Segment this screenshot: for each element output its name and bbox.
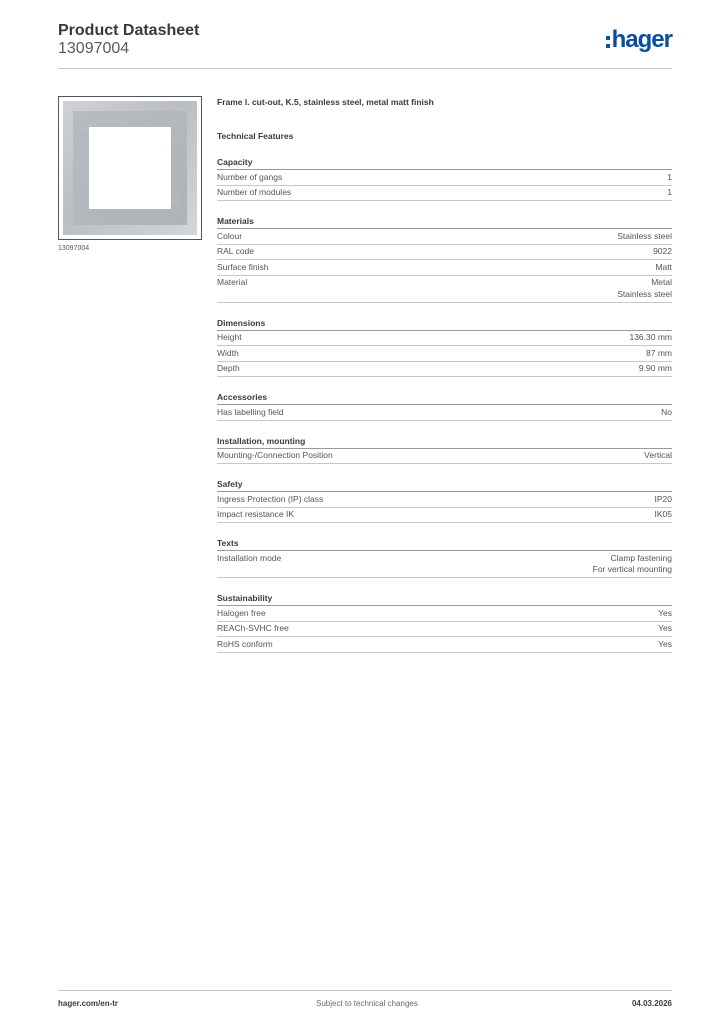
- spec-value-line: 136.30 mm: [629, 332, 672, 342]
- spec-row: [217, 170, 672, 186]
- spec-label: Halogen free: [217, 607, 266, 618]
- section-title: Safety: [217, 478, 672, 492]
- spec-row: [217, 229, 672, 245]
- spec-row: [217, 362, 672, 378]
- spec-value: [629, 332, 672, 344]
- spec-value-line: No: [661, 406, 672, 417]
- spec-label: Surface finish: [217, 261, 269, 272]
- footer-notice: Subject to technical changes: [316, 999, 418, 1008]
- spec-label: RoHS conform: [217, 638, 273, 649]
- header-divider: [58, 68, 672, 69]
- spec-section: [217, 317, 672, 378]
- feature-sections: [217, 156, 672, 653]
- spec-value: [658, 639, 672, 651]
- spec-value: [655, 509, 673, 521]
- technical-features-title: Technical Features: [217, 131, 294, 141]
- spec-row: [217, 186, 672, 202]
- spec-label: Height: [217, 332, 242, 342]
- spec-value-line: Stainless steel: [617, 288, 672, 299]
- spec-value-line: IK05: [654, 509, 672, 519]
- spec-value-line: Yes: [658, 607, 672, 618]
- spec-label: REACh-SVHC free: [217, 623, 289, 633]
- spec-value: [658, 608, 672, 620]
- spec-row: [217, 405, 672, 421]
- document-title: Product Datasheet: [58, 22, 200, 39]
- spec-label: Material: [217, 277, 248, 287]
- spec-section: [217, 537, 672, 578]
- product-number: 13097004: [58, 40, 130, 57]
- spec-label: Impact resistance IK: [217, 509, 295, 519]
- spec-value-line: Stainless steel: [617, 230, 672, 241]
- section-title: Capacity: [217, 156, 672, 170]
- page-header: [58, 22, 672, 68]
- spec-label: Width: [217, 347, 239, 358]
- spec-value: [658, 623, 672, 635]
- spec-value: [593, 553, 672, 576]
- datasheet-content: [217, 96, 672, 653]
- spec-row: [217, 449, 672, 465]
- spec-section: [217, 478, 672, 523]
- section-title: Accessories: [217, 391, 672, 405]
- spec-label: Number of gangs: [217, 171, 283, 182]
- spec-value: [644, 450, 672, 462]
- spec-value-line: 87 mm: [646, 347, 672, 358]
- spec-label: Mounting-/Connection Position: [217, 450, 333, 460]
- spec-label: Depth: [217, 363, 240, 373]
- footer-divider: [58, 990, 672, 991]
- spec-section: [217, 435, 672, 465]
- spec-label: Colour: [217, 230, 243, 241]
- spec-label: RAL code: [217, 246, 255, 256]
- spec-value-line: 1: [667, 187, 672, 197]
- frame-picture: [63, 101, 197, 235]
- spec-value-line: Matt: [655, 261, 672, 272]
- spec-value: [661, 407, 672, 419]
- spec-label: Has labelling field: [217, 406, 284, 417]
- section-title: Materials: [217, 215, 672, 229]
- spec-section: [217, 156, 672, 201]
- spec-value: [655, 494, 673, 506]
- spec-section: [217, 391, 672, 421]
- spec-row: [217, 260, 672, 276]
- footer-date: 04.03.2026: [631, 999, 672, 1008]
- spec-value-line: 9.90 mm: [638, 363, 672, 373]
- spec-value: [646, 348, 672, 360]
- spec-row: [217, 606, 672, 622]
- spec-row: [217, 346, 672, 362]
- product-image: [58, 96, 202, 240]
- section-title: Texts: [217, 537, 672, 551]
- spec-value: [617, 277, 672, 300]
- spec-value-line: IP20: [654, 493, 672, 504]
- spec-row: [217, 276, 672, 303]
- logo-colon-mark: [606, 36, 610, 48]
- section-title: Dimensions: [217, 317, 672, 331]
- section-title: Installation, mounting: [217, 435, 672, 449]
- spec-value: [653, 246, 672, 258]
- spec-row: [217, 492, 672, 508]
- spec-section: [217, 215, 672, 303]
- spec-value-line: 1: [667, 171, 672, 182]
- spec-row: [217, 331, 672, 347]
- spec-row: [217, 551, 672, 578]
- spec-row: [217, 637, 672, 653]
- spec-row: [217, 245, 672, 261]
- spec-value-line: Vertical: [644, 450, 672, 460]
- spec-label: Ingress Protection (IP) class: [217, 493, 324, 504]
- spec-row: [217, 622, 672, 638]
- spec-value-line: For vertical mounting: [592, 564, 672, 574]
- spec-value-line: 9022: [653, 246, 672, 256]
- spec-value-line: Metal: [651, 277, 672, 287]
- logo-wordmark: hager: [611, 26, 672, 53]
- spec-section: [217, 592, 672, 653]
- spec-row: [217, 508, 672, 524]
- spec-value: [667, 172, 672, 184]
- spec-value-line: Yes: [658, 623, 672, 633]
- spec-value: [655, 262, 672, 274]
- spec-value-line: Yes: [658, 638, 672, 649]
- spec-value: [617, 231, 672, 243]
- spec-label: Number of modules: [217, 187, 292, 197]
- spec-label: Installation mode: [217, 552, 282, 563]
- image-caption: 13097004: [58, 245, 90, 252]
- spec-value: [667, 187, 672, 199]
- hager-logo: [606, 28, 672, 52]
- spec-value: [639, 363, 672, 375]
- product-description: Frame l. cut-out, K.5, stainless steel, metal matt finish: [217, 97, 434, 107]
- section-title: Sustainability: [217, 592, 672, 606]
- footer-website: hager.com/en-tr: [58, 999, 119, 1008]
- spec-value-line: Clamp fastening: [610, 552, 672, 563]
